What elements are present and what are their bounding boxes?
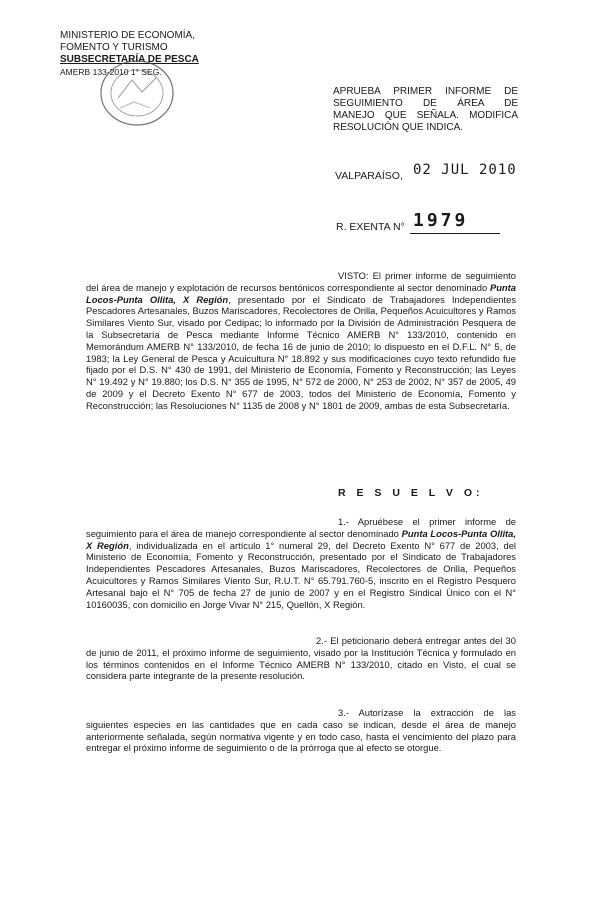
title-line-2: SEGUIMIENTO DE ÁREA DE (333, 98, 518, 109)
visto-sector: Punta Locos-Punta Ollita, X Región (86, 281, 516, 305)
visto-heading: VISTO: (338, 270, 369, 281)
resolution-item-3 (86, 707, 516, 754)
place-label: VALPARAÍSO, (335, 170, 403, 182)
reference-code: AMERB 133-2010 1° SEG. (60, 67, 162, 77)
title-line-3: MANEJO QUE SEÑALA. MODIFICA (333, 110, 518, 121)
title-line-4: RESOLUCIÓN QUE INDICA. (333, 122, 464, 133)
visto-text-1: El primer informe de seguimiento del área de manejo y explotación de recursos bentónicos correspondiente al sector denominado (86, 270, 516, 293)
visto-section (86, 270, 516, 412)
resolution-number-underline (410, 233, 500, 234)
item-1-sector: Punta Locos-Punta Ollita, X Región (86, 527, 516, 551)
item-2-text: 2.- El peticionario deberá entregar antes del 30 de junio de 2011, el próximo informe de seguimiento, visado por la Institución Técnica y formulado en los términos contenidos en el Informe Técnico AMERB N° 133/2010, citado en Visto, el cual se considera parte integrante de la presente resolución. (86, 635, 516, 682)
resolution-number: 1979 (413, 210, 469, 231)
item-1-text-a: 1.- Apruébese el primer informe de seguimiento para el área de manejo correspondiente al sector denominado (86, 516, 516, 539)
resolution-title (333, 86, 518, 134)
ministry-line-1: MINISTERIO DE ECONOMÍA, (60, 30, 196, 41)
visto-text-2: , presentado por el Sindicato de Trabajadores Independientes Pescadores Artesanales, Buzos Mariscadores, Recolectores de Orilla, Pequeños Acuicultores y Ramos Similares Viento Sur, visado por Cedipac; lo informado por la División de Administración Pesquera de la Subsecretaría de Pesca mediante Informe Técnico AMERB N° 133/2010, contenido en Memorándum AMERB N° 133/2010, de fecha 16 de junio de 2010; lo dispuesto en el D.F.L. N° 5, de 1983; la Ley General de Pesca y Acuicultura N° 18.892 y sus modificaciones cuyo texto refundido fue fijado por el D.S. N° 430 de 1991, del Ministerio de Economía, Fomento y Reconstrucción; las Leyes N° 19.492 y N° 19.880; los D.S. N° 355 de 1995, N° 572 de 2000, N° 253 de 2002, N° 357 de 2005, 49 de 2009 y el Decreto Exento N° 677 de 2003, todos del Ministerio de Economía, Fomento y Reconstrucción; las Resoluciones N° 1135 de 2008 y N° 1801 de 2009, ambas de esta Subsecretaría. (86, 293, 517, 411)
ministry-line-2: FOMENTO Y TURISMO (60, 42, 168, 53)
date-stamp: 02 JUL 2010 (413, 162, 517, 178)
resolution-item-1 (86, 516, 516, 610)
item-3-text: 3.- Autorízase la extracción de las siguientes especies en las cantidades que en cada caso se indican, desde el área de manejo anteriormente señalada, según normativa vigente y en todo caso, hasta el vencimiento del plazo para entregar el próximo informe de seguimiento o de la prórroga que al efecto se otorgue. (86, 707, 516, 754)
official-stamp (98, 58, 176, 128)
visto-paragraph (86, 270, 516, 412)
item-1-text-b: , individualizada en el artículo 1° numeral 29, del Decreto Exento N° 677 de 2003, del Ministerio de Economía, Fomento y Reconstrucción, presentado por el Sindicato de Trabajadores Independientes Pescadores Artesanales, Buzos Mariscadores, Recolectores de Orilla, Pequeños Acuicultores y Ramos Similares Viento Sur, R.U.T. N° 65.791.760-5, inscrito en el Registro Pesquero Artesanal bajo el N° 705 de fecha 27 de junio de 2007 y en el Registro Sindical Único con el N° 10160035, con domicilio en Jorge Vivar N° 215, Quellón, X Región. (86, 539, 516, 610)
subsecretaria-line: SUBSECRETARÍA DE PESCA (60, 54, 199, 65)
resolution-item-2 (86, 635, 516, 682)
title-line-1: APRUEBA PRIMER INFORME DE (333, 86, 518, 97)
resuelvo-heading: R E S U E L V O: (338, 487, 484, 499)
resolution-number-label: R. EXENTA N° (336, 221, 405, 233)
